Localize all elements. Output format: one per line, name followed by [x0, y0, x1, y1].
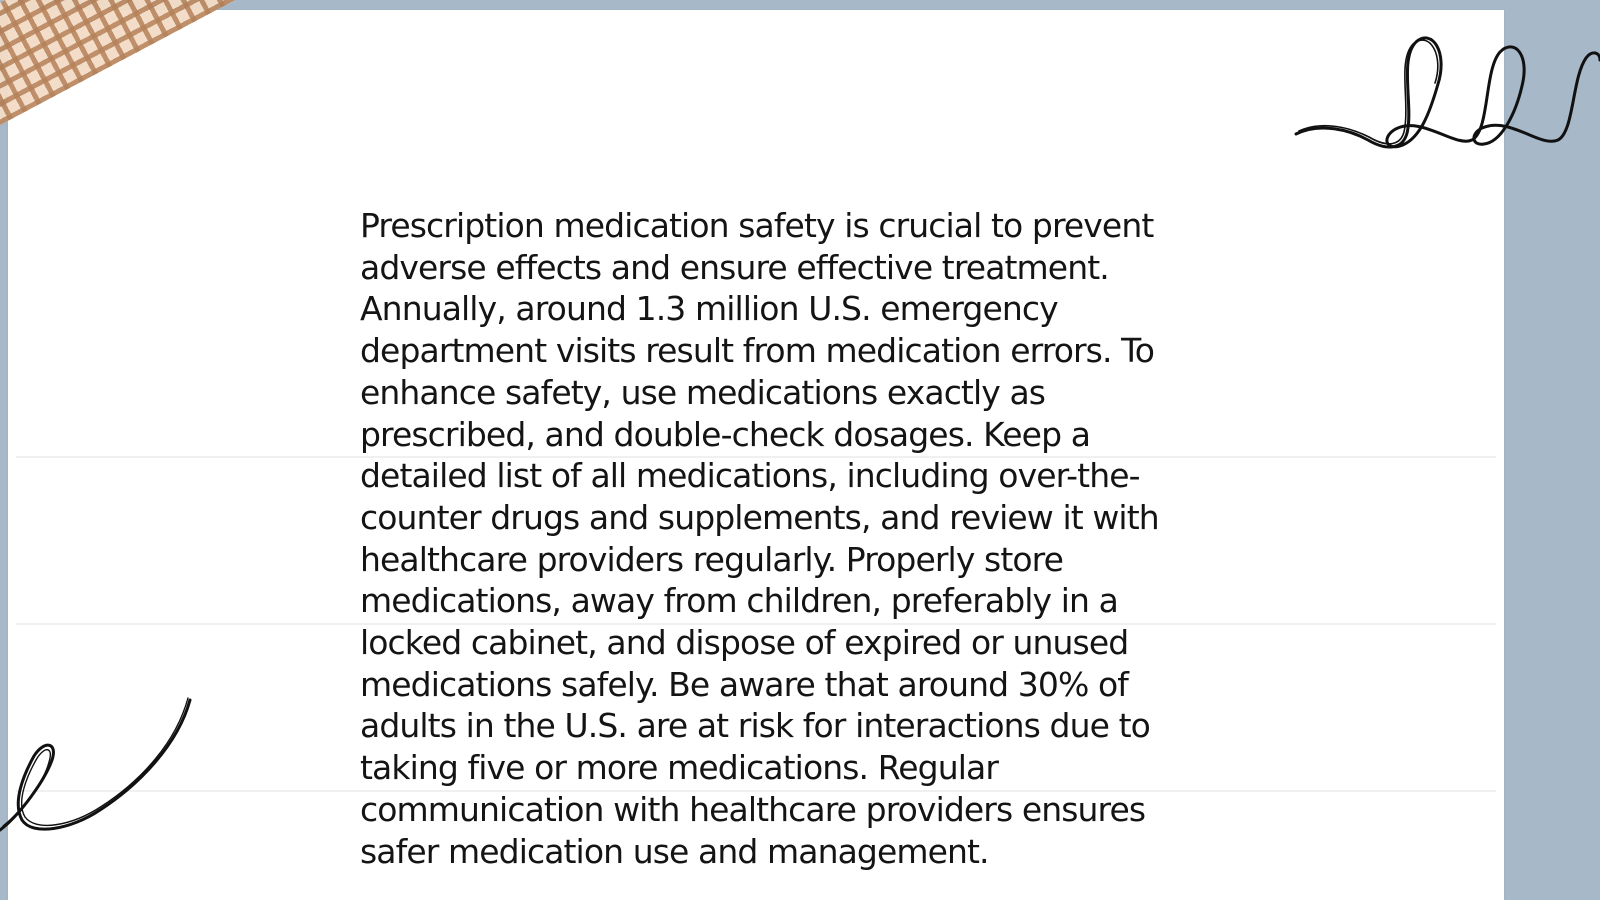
swoosh-scribble-icon [0, 690, 200, 850]
loop-scribble-icon [1290, 30, 1600, 160]
body-paragraph: Prescription medication safety is crucial to prevent adverse effects and ensure effective treatment. Annually, around 1.3 million U.S. emergency department visits result from medication errors. To enhance safety, use medications exactly as prescribed, and double-check dosages. Keep a detailed list of all medications, including over-the- counter drugs and supplements, and review it with healthcare providers regularly. Properly store medications, away from children, preferably in a locked cabinet, and dispose of expired or unused medications safely. Be aware that around 30% of adults in the U.S. are at risk for interactions due to taking five or more medications. Regular communication with healthcare providers ensures safer medication use and management. [360, 206, 1159, 871]
